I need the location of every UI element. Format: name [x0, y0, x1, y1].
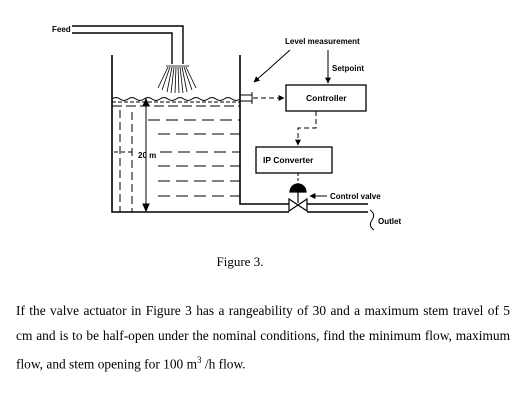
problem-text-end: /h flow. — [201, 356, 246, 372]
problem-superscript: 3 — [197, 355, 202, 365]
outlet-arrow — [370, 210, 374, 230]
ip-converter-label: IP Converter — [263, 155, 314, 165]
feed-pipe — [72, 26, 183, 64]
figure-caption: Figure 3. — [216, 254, 264, 269]
problem-text: If the valve actuator in Figure 3 has a rangeability of 30 and a maximum stem travel of 5 cm and is to be half-open under the nominal conditions, find the minimum flow, maximum flow, and stem opening for 100 m — [16, 303, 510, 372]
feed-label: Feed — [52, 25, 71, 34]
setpoint-label: Setpoint — [332, 64, 364, 73]
level-measurement-arrow — [254, 50, 290, 82]
control-valve-label: Control valve — [330, 192, 381, 201]
height-label: 20 m — [138, 151, 157, 160]
problem-statement — [16, 298, 510, 376]
liquid-surface — [112, 98, 240, 107]
controller-to-converter-signal — [298, 111, 316, 145]
outlet-label: Outlet — [378, 217, 402, 226]
liquid-level-dashes — [114, 110, 240, 212]
level-measurement-label: Level measurement — [285, 37, 360, 46]
level-sensor-port — [240, 92, 252, 104]
controller-label: Controller — [306, 93, 347, 103]
control-valve — [289, 184, 307, 211]
spray-nozzle — [158, 66, 196, 93]
